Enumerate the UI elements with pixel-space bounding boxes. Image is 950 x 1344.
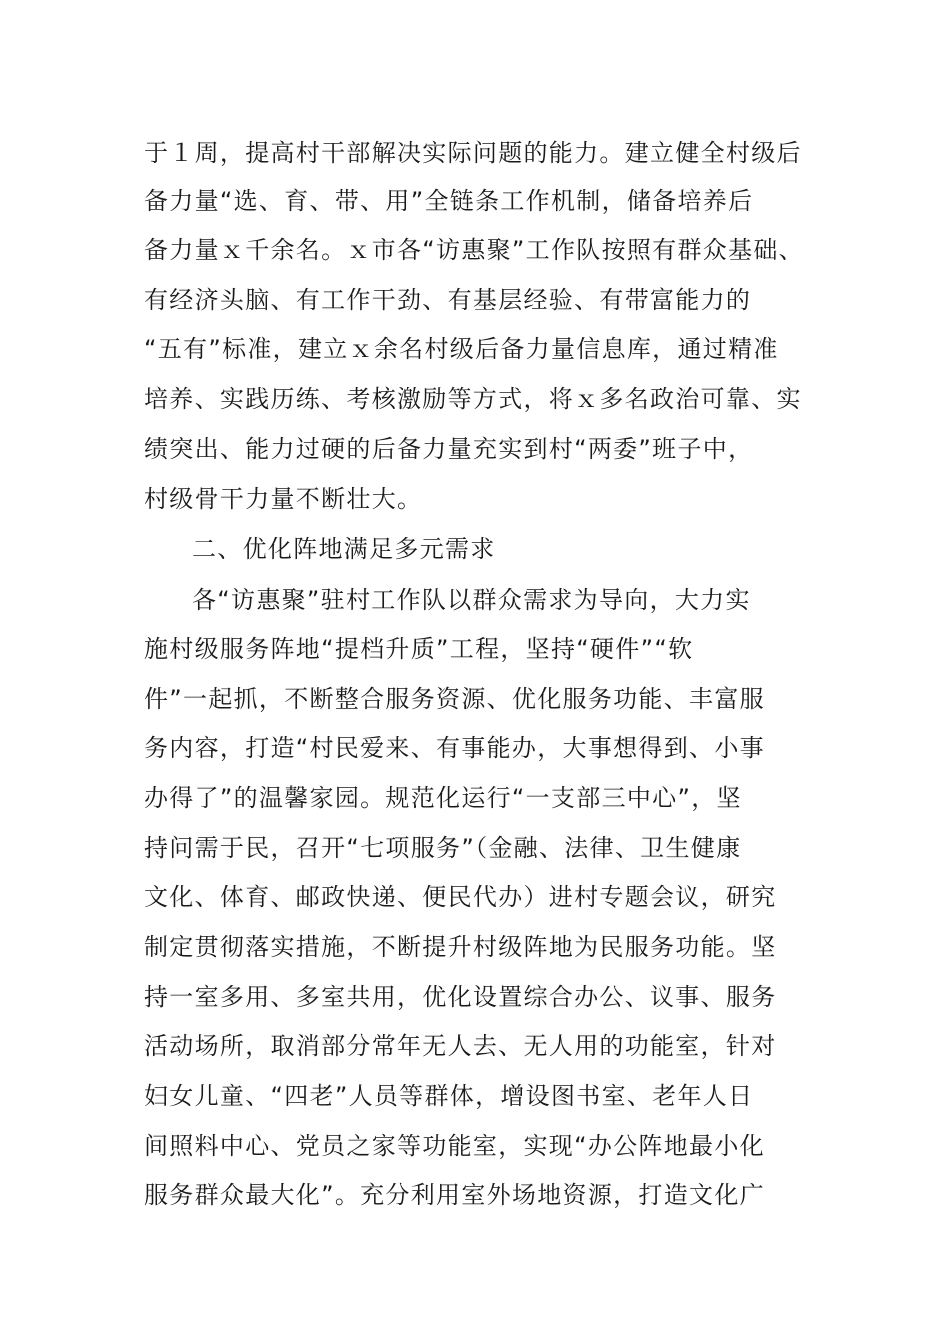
text-line: 培养、实践历练、考核激励等方式，将ｘ多名政治可靠、实 <box>144 385 802 413</box>
text-line: 绩突出、能力过硬的后备力量充实到村“两委”班子中， <box>144 435 754 463</box>
text-line: 备力量“选、育、带、用”全链条工作机制，储备培养后 <box>144 187 754 215</box>
paragraph-line: 办得了”的温馨家园。规范化运行“一支部三中心”，坚 <box>144 784 742 812</box>
text-line: 村级骨干力量不断壮大。 <box>144 485 423 513</box>
paragraph-line: 制定贯彻落实措施，不断提升村级阵地为民服务功能。坚 <box>144 933 777 961</box>
paragraph-line: 妇女儿童、“四老”人员等群体，增设图书室、老年人日 <box>144 1082 754 1110</box>
text-line: 于１周，提高村干部解决实际问题的能力。建立健全村级后 <box>144 139 802 167</box>
paragraph-line: 持问需于民，召开“七项服务”（金融、法律、卫生健康 <box>144 834 742 862</box>
text-line: 备力量ｘ千余名。ｘ市各“访惠聚”工作队按照有群众基础、 <box>144 236 804 264</box>
section-heading: 二、优化阵地满足多元需求 <box>192 535 496 563</box>
paragraph-line: 务内容，打造“村民爱来、有事能办，大事想得到、小事 <box>144 734 765 762</box>
paragraph-line: 持一室多用、多室共用，优化设置综合办公、议事、服务 <box>144 983 777 1011</box>
text-line: “五有”标准，建立ｘ余名村级后备力量信息库，通过精准 <box>144 335 779 363</box>
paragraph-line: 各“访惠聚”驻村工作队以群众需求为导向，大力实 <box>192 586 751 614</box>
paragraph-line: 服务群众最大化”。充分利用室外场地资源，打造文化广 <box>144 1181 765 1209</box>
paragraph-line: 文化、体育、邮政快递、便民代办）进村专题会议，研究 <box>144 883 777 911</box>
text-line: 有经济头脑、有工作干劲、有基层经验、有带富能力的 <box>144 286 752 314</box>
paragraph-line: 施村级服务阵地“提档升质”工程，坚持“硬件”“软 <box>144 635 694 663</box>
paragraph-line: 件”一起抓，不断整合服务资源、优化服务功能、丰富服 <box>144 685 765 713</box>
paragraph-line: 间照料中心、党员之家等功能室，实现“办公阵地最小化 <box>144 1132 765 1160</box>
paragraph-line: 活动场所，取消部分常年无人去、无人用的功能室，针对 <box>144 1032 777 1060</box>
